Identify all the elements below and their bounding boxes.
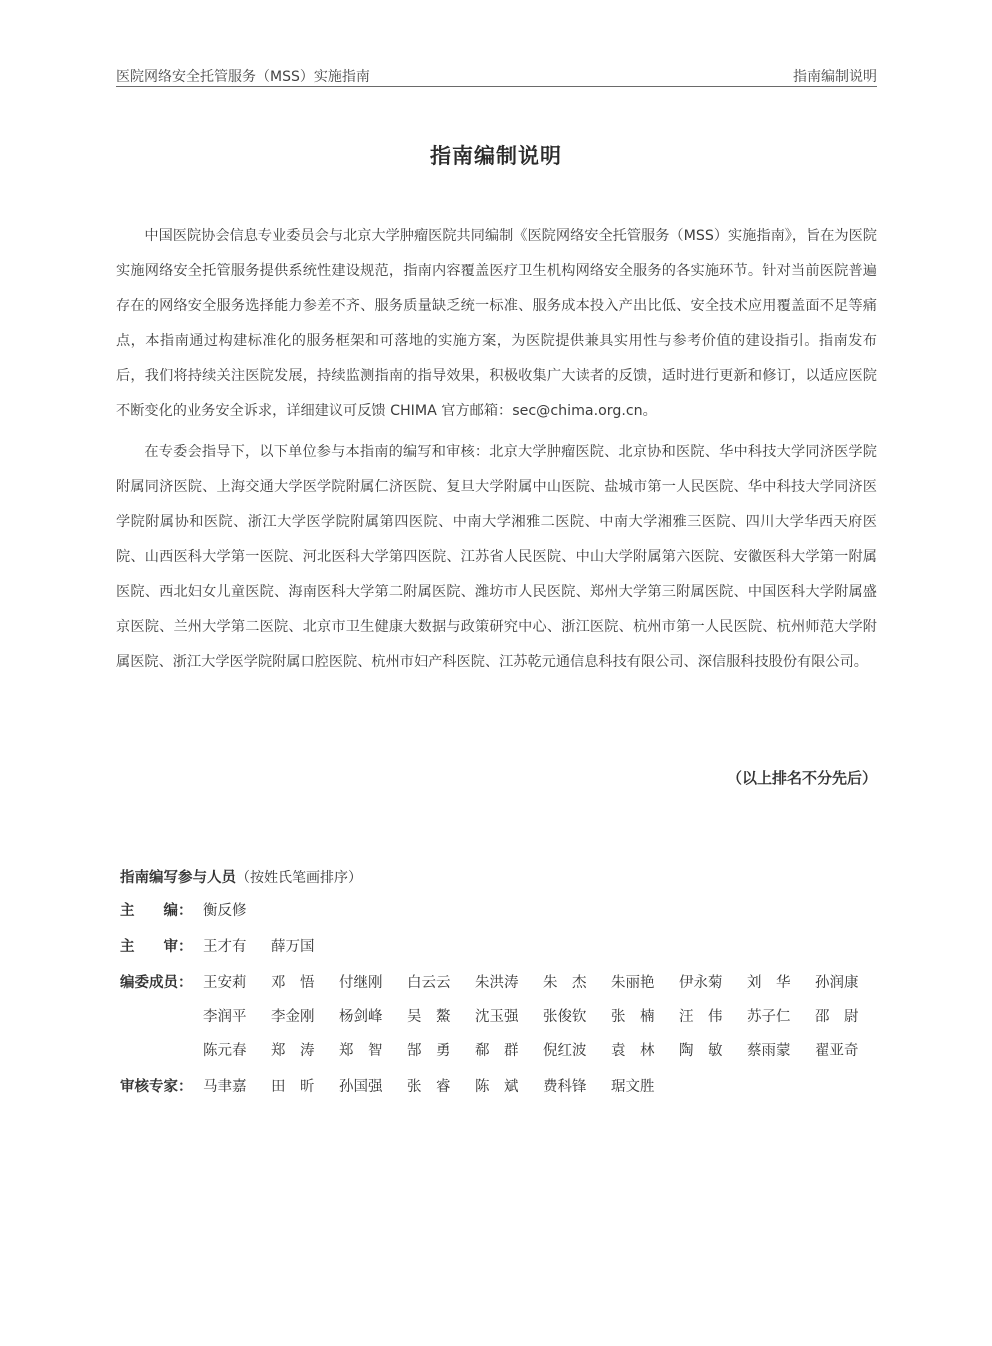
role-row [120,1075,883,1096]
person-name: 郑 涛 [271,1043,315,1059]
person-name: 翟亚奇 [815,1043,859,1059]
person-name: 蔡雨蒙 [747,1043,791,1059]
person-name: 李润平 [203,1009,247,1025]
intro-paragraph: 中国医院协会信息专业委员会与北京大学肿瘤医院共同编制《医院网络安全托管服务（MSS）实施指南》，旨在为医院实施网络安全托管服务提供系统性建设规范，指南内容覆盖医疗卫生机构网络安全服务的各实施环节。针对当前医院普遍存在的网络安全服务选择能力参差不齐、服务质量缺乏统一标准、服务成本投入产出比低、安全技术应用覆盖面不足等痛点，本指南通过构建标准化的服务框架和可落地的实施方案，为医院提供兼具实用性与参考价值的建设指引。指南发布后，我们将持续关注医院发展，持续监测指南的指导效果，积极收集广大读者的反馈，适时进行更新和修订，以适应医院不断变化的业务安全诉求，详细建议可反馈 CHIMA 官方邮箱：sec@chima.org.cn。 [116,228,877,419]
person-name: 汪 伟 [679,1009,723,1025]
header-section-title: 指南编制说明 [793,69,877,85]
people-heading-subtitle: （按姓氏笔画排序） [236,870,362,886]
role-label: 主 审： [120,939,193,955]
person-name: 袁 林 [611,1043,655,1059]
person-name: 邓 悟 [271,975,315,991]
person-name: 张俊钦 [543,1009,587,1025]
person-name: 朱洪涛 [475,975,519,991]
person-name: 吴 鰲 [407,1009,451,1025]
person-name: 王安莉 [203,975,247,991]
person-name: 王才有 [203,939,247,955]
role-label: 主 编： [120,903,193,919]
person-name: 薛万国 [271,939,315,955]
role-names [203,1075,883,1096]
header-document-title: 医院网络安全托管服务（MSS）实施指南 [116,69,370,85]
page-title: 指南编制说明 [430,144,562,168]
person-name: 张 睿 [407,1079,451,1095]
person-name: 郗 群 [475,1043,519,1059]
people-heading [120,866,883,888]
person-name: 沈玉强 [475,1009,519,1025]
person-name: 马聿嘉 [203,1079,247,1095]
page-header [116,64,877,87]
people-heading-title: 指南编写参与人员 [120,870,236,886]
person-name: 朱丽艳 [611,975,655,991]
person-name: 琚文胜 [611,1079,655,1095]
person-name: 付继刚 [339,975,383,991]
person-name: 刘 华 [747,975,791,991]
role-names [203,971,883,1060]
person-name: 郑 智 [339,1043,383,1059]
person-name: 邵 尉 [815,1009,859,1025]
person-name: 白云云 [407,975,451,991]
role-names [203,935,883,956]
person-name: 伊永菊 [679,975,723,991]
person-name: 孙润康 [815,975,859,991]
person-name: 衡反修 [203,903,247,919]
role-label: 审核专家： [120,1079,193,1095]
person-name: 苏子仁 [747,1009,791,1025]
person-name: 费科锋 [543,1079,587,1095]
role-names [203,899,883,920]
role-row [120,935,883,956]
people-section [120,866,883,1096]
person-name: 朱 杰 [543,975,587,991]
body-text [116,219,877,680]
person-name: 杨剑峰 [339,1009,383,1025]
ranking-note: （以上排名不分先后） [726,769,877,787]
person-name: 陈元春 [203,1043,247,1059]
person-name: 倪红波 [543,1043,587,1059]
participants-paragraph: 在专委会指导下，以下单位参与本指南的编写和审核：北京大学肿瘤医院、北京协和医院、华中科技大学同济医学院附属同济医院、上海交通大学医学院附属仁济医院、复旦大学附属中山医院、盐城市第一人民医院、华中科技大学同济医学院附属协和医院、浙江大学医学院附属第四医院、中南大学湘雅二医院、中南大学湘雅三医院、四川大学华西天府医院、山西医科大学第一医院、河北医科大学第四医院、江苏省人民医院、中山大学附属第六医院、安徽医科大学第一附属医院、西北妇女儿童医院、海南医科大学第二附属医院、潍坊市人民医院、郑州大学第三附属医院、中国医科大学附属盛京医院、兰州大学第二医院、北京市卫生健康大数据与政策研究中心、浙江医院、杭州市第一人民医院、杭州师范大学附属医院、浙江大学医学院附属口腔医院、杭州市妇产科医院、江苏乾元通信息科技有限公司、深信服科技股份有限公司。 [116,444,877,670]
role-label: 编委成员： [120,975,193,991]
person-name: 孙国强 [339,1079,383,1095]
person-name: 张 楠 [611,1009,655,1025]
person-name: 陈 斌 [475,1079,519,1095]
role-row [120,899,883,920]
role-row [120,971,883,1060]
person-name: 李金刚 [271,1009,315,1025]
person-name: 田 昕 [271,1079,315,1095]
person-name: 陶 敏 [679,1043,723,1059]
people-roles [120,899,883,1096]
person-name: 郜 勇 [407,1043,451,1059]
